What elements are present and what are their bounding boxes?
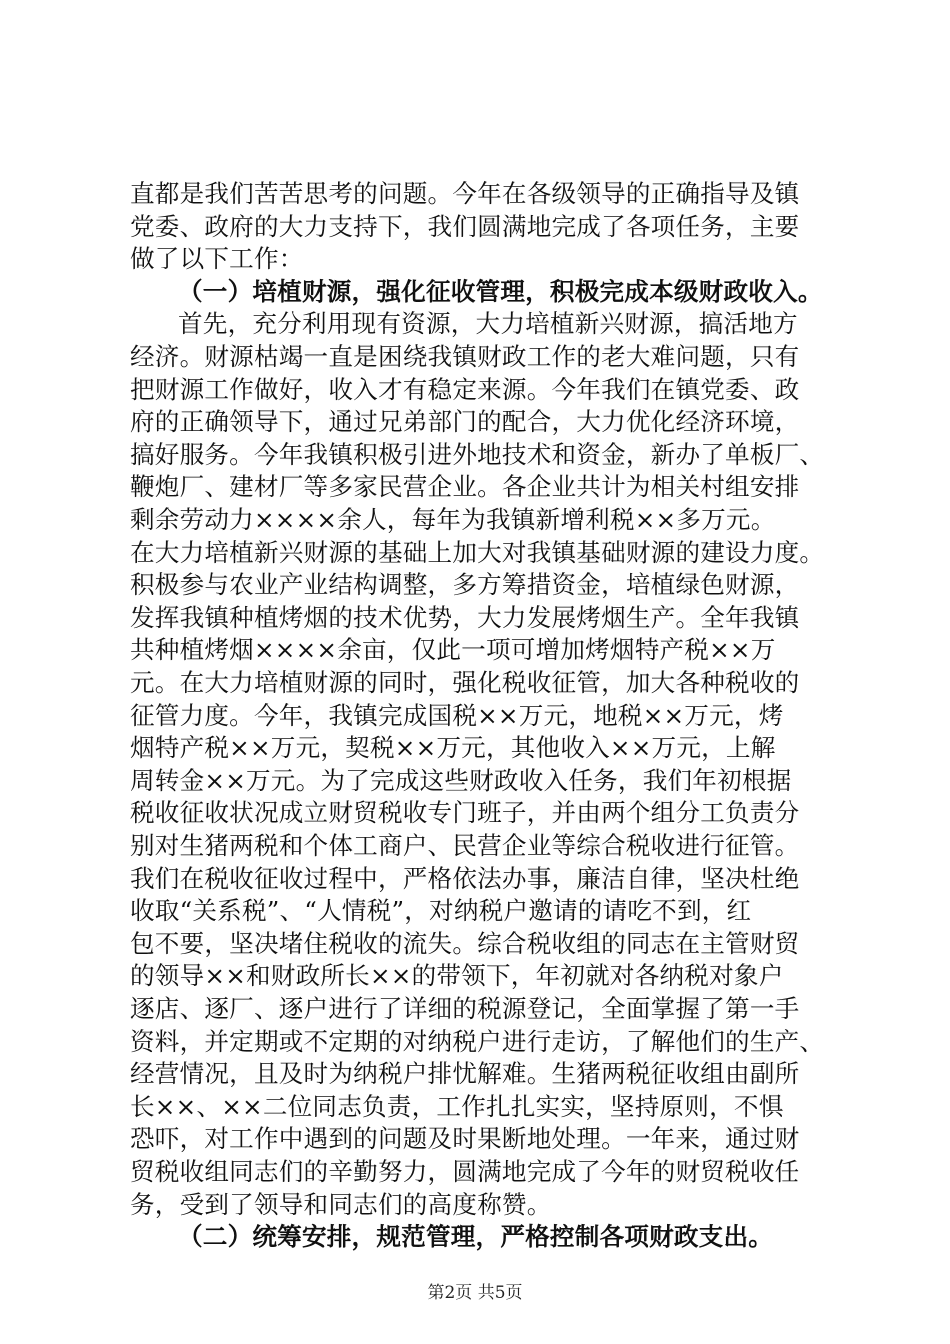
paragraph-line: 我们在税收征收过程中，严格依法办事，廉洁自律，坚决杜绝 bbox=[130, 863, 800, 893]
paragraph-line: 收取“关系税”、“人情税”，对纳税户邀请的请吃不到，红 bbox=[130, 896, 752, 926]
paragraph-line: 积极参与农业产业结构调整，多方筹措资金，培植绿色财源， bbox=[130, 570, 800, 600]
paragraph-line: 长××、××二位同志负责，工作扎扎实实，坚持原则，不惧 bbox=[130, 1091, 784, 1121]
paragraph-line: 务，受到了领导和同志们的高度称赞。 bbox=[130, 1189, 552, 1219]
paragraph-line: 贸税收组同志们的辛勤努力，圆满地完成了今年的财贸税收任 bbox=[130, 1157, 800, 1186]
paragraph-line: 包不要，坚决堵住税收的流失。综合税收组的同志在主管财贸 bbox=[130, 928, 800, 958]
paragraph-line: 党委、政府的大力支持下，我们圆满地完成了各项任务，主要 bbox=[130, 211, 800, 241]
paragraph-line: 把财源工作做好，收入才有稳定来源。今年我们在镇党委、政 bbox=[130, 374, 800, 404]
paragraph-line: 资料，并定期或不定期的对纳税户进行走访，了解他们的生产、 bbox=[130, 1026, 825, 1056]
paragraph-line: 恐吓，对工作中遇到的问题及时果断地处理。一年来，通过财 bbox=[130, 1124, 800, 1154]
paragraph-line: 周转金××万元。为了完成这些财政收入任务，我们年初根据 bbox=[130, 765, 792, 795]
paragraph-line: 府的正确领导下，通过兄弟部门的配合，大力优化经济环境， bbox=[130, 407, 800, 437]
paragraph-line: 直都是我们苦苦思考的问题。今年在各级领导的正确指导及镇 bbox=[130, 179, 800, 208]
paragraph-line: 征管力度。今年，我镇完成国税××万元，地税××万元，烤 bbox=[130, 700, 784, 730]
paragraph-line: 做了以下工作： bbox=[130, 244, 304, 274]
paragraph-line: 税收征收状况成立财贸税收专门班子，并由两个组分工负责分 bbox=[130, 798, 800, 828]
paragraph-line: 剩余劳动力××××余人，每年为我镇新增利税××多万元。 bbox=[130, 505, 776, 534]
paragraph-line: 经营情况，且及时为纳税户排忧解难。生猪两税征收组由副所 bbox=[130, 1059, 800, 1089]
paragraph-line: 首先，充分利用现有资源，大力培植新兴财源，搞活地方 bbox=[178, 309, 798, 339]
paragraph-line: 逐店、逐厂、逐户进行了详细的税源登记，全面掌握了第一手 bbox=[130, 994, 800, 1023]
paragraph-line: 经济。财源枯竭一直是困绕我镇财政工作的老大难问题，只有 bbox=[130, 342, 800, 371]
paragraph-line: 元。在大力培植财源的同时，强化税收征管，加大各种税收的 bbox=[130, 668, 800, 697]
paragraph-line: 共种植烤烟××××余亩，仅此一项可增加烤烟特产税××万 bbox=[130, 635, 776, 665]
paragraph-line: 发挥我镇种植烤烟的技术优势，大力发展烤烟生产。全年我镇 bbox=[130, 602, 800, 632]
paragraph-line: 别对生猪两税和个体工商户、民营企业等综合税收进行征管。 bbox=[130, 831, 800, 860]
page-footer: 第2页 共5页 bbox=[427, 1283, 523, 1303]
section-heading: （一）培植财源，强化征收管理，积极完成本级财政收入。 bbox=[178, 276, 823, 306]
paragraph-line: 烟特产税××万元，契税××万元，其他收入××万元，上解 bbox=[130, 733, 776, 763]
paragraph-line: 鞭炮厂、建材厂等多家民营企业。各企业共计为相关村组安排 bbox=[130, 472, 800, 502]
paragraph-line: 在大力培植新兴财源的基础上加大对我镇基础财源的建设力度。 bbox=[130, 537, 825, 567]
paragraph-line: 搞好服务。今年我镇积极引进外地技术和资金，新办了单板厂、 bbox=[130, 439, 825, 469]
paragraph-line: 的领导××和财政所长××的带领下，年初就对各纳税对象户 bbox=[130, 961, 784, 991]
section-heading: （二）统筹安排，规范管理，严格控制各项财政支出。 bbox=[178, 1222, 774, 1252]
